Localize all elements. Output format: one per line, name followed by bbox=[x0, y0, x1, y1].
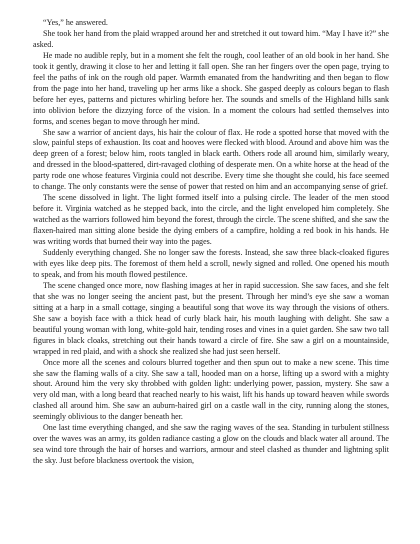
paragraph-6: Suddenly everything changed. She no longer saw the forests. Instead, she saw three black-cloaked figures with eyes like deep pits. The foremost of them held a scroll, newly signed and rolled. One opened his mouth to speak, and from his mouth flowed pestilence. bbox=[33, 248, 389, 279]
paragraph-2: She took her hand from the plaid wrapped around her and stretched it out toward him. “May I have it?” she asked. bbox=[33, 28, 389, 49]
paragraph-1: “Yes,” he answered. bbox=[43, 18, 108, 27]
paragraph-4: She saw a warrior of ancient days, his hair the colour of flax. He rode a spotted horse that moved with the slow, painful steps of exhaustion. Its coat and hooves were flecked with blood. Around and above him was the deep green of a forest; below him, roots tangled in black earth. Others rode all around him, similarly weary, and dressed in the blood-spattered, dirt-ravaged clothing of desperate men. On a white horse at the head of the party rode one whose features Virginia could not describe. Every time she thought she could, his face seemed to change. The only constants were the sense of power that rested on him and an accompanying sense of grief. bbox=[33, 127, 389, 192]
paragraph-7: The scene changed once more, now flashing images at her in rapid succession. She saw faces, and she felt that she was no longer seeing the ancient past, but the present. Through her mind’s eye she saw a woman sitting at a harp in a small cottage, singing a beautiful song that wove its way through the visions of others. She saw a boyish face with a thick head of curly black hair, his mouth laughing with delight. She saw a beautiful young woman with long, white-gold hair, tending roses and vines in a quiet garden. She saw two tall figures in black cloaks, stretching out their hands toward a circle of fire. She saw a girl on a mountainside, wrapped in red plaid, and with a shock she realized she had just seen herself. bbox=[33, 280, 389, 356]
paragraph-5: The scene dissolved in light. The light formed itself into a pulsing circle. The leader of the men stood before it. Virginia watched as he stepped back, into the circle, and the light enveloped him completely. She watched as the warriors followed him beyond the forest, through the circle. The scene shifted, and she saw the flaxen-haired man sitting alone beside the dying embers of a campfire, holding a red book in his hands. He was writing words that burned their way into the pages. bbox=[33, 193, 389, 247]
paragraph-8: Once more all the scenes and colours blurred together and then spun out to make a new scene. This time she saw the flaming walls of a city. She saw a tall, hooded man on a horse, lifting up a sword with a mighty shout. Around him the very sky throbbed with golden light: underlying power, passion, mystery. She saw a very old man, with a long beard that reached nearly to his waist, lift his hands up toward heaven while swords clashed all around him. She saw an auburn-haired girl on a castle wall in the city, running along the stones, seemingly oblivious to the danger beneath her. bbox=[33, 357, 389, 422]
paragraph-3: He made no audible reply, but in a moment she felt the rough, cool leather of an old book in her hand. She took it gently, drawing it close to her and letting it fall open. She ran her fingers over the open page, trying to feel the paths of ink on the rough old paper. Warmth emanated from the handwriting and then began to flow from the page into her hand, traveling up her arms like a shock. She gasped deeply as colours began to flash before her eyes, patterns and pictures whirling before her. The sounds and smells of the Highland hills sank into oblivion before the dizzying force of the vision. In a moment the colours had settled themselves into forms, and scenes began to move through her mind. bbox=[33, 50, 389, 126]
book-page bbox=[33, 18, 389, 533]
paragraph-9: One last time everything changed, and she saw the raging waves of the sea. Standing in turbulent stillness over the waves was an army, its golden radiance casting a glow on the clouds and black water all around. The sea wind tore through the hair of horses and warriors, armour and steel clashed as thunder and lightning split the sky. Just before blackness overtook the vision, bbox=[33, 423, 389, 466]
